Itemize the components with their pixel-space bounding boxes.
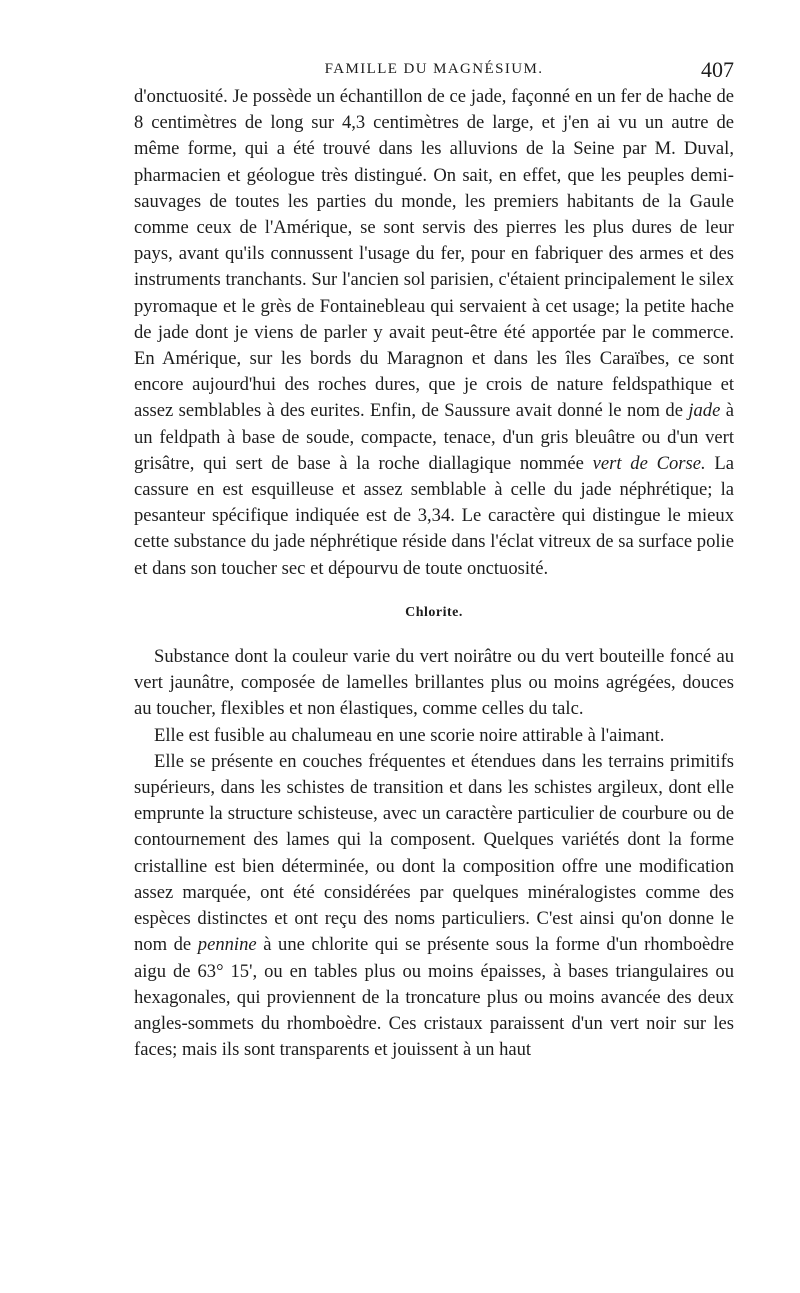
paragraph-text: La cassure en est esquilleuse et assez semblable à celle du jade néphrétique; la pesanteur spécifique indiquée est de 3,34. Le caractère qui distingue le mieux cette substance du jade néphrétique réside dans l'éclat vitreux de sa surface polie et dans son toucher sec et dépourvu de toute onctuosité. bbox=[134, 452, 734, 579]
running-title: FAMILLE DU MAGNÉSIUM. bbox=[324, 61, 544, 77]
running-head bbox=[134, 57, 734, 81]
section-heading: Chlorite. bbox=[405, 604, 463, 620]
italic-term-jade: jade bbox=[688, 400, 721, 422]
paragraph-text: à un feldpath à base de soude, compacte, tenace, d'un gris bleuâtre ou d'un vert grisâtre, qui sert de base à la roche diallagique nommée bbox=[134, 400, 734, 474]
italic-term-vert-de-corse: vert de Corse. bbox=[592, 452, 706, 474]
paragraph-jade bbox=[134, 84, 734, 582]
page-number: 407 bbox=[701, 57, 734, 82]
paragraph-chlorite-fusibility: Elle est fusible au chalumeau en une scorie noire attirable à l'aimant. bbox=[154, 724, 665, 746]
paragraph-text: Elle se présente en couches fréquentes et étendues dans les terrains primitifs supérieurs, dans les schistes de transition et dans les schistes argileux, dont elle emprunte la structure schisteuse, avec un caractère particulier de courbure ou de contournement des lames qui la composent. Quelques variétés dont la forme cristalline est bien déterminée, ou dont la composition offre une modification assez marquée, ont été considérées par quelques minéralogistes comme des espèces distinctes et ont reçu des noms particuliers. C'est ainsi qu'on donne le nom de bbox=[134, 750, 734, 956]
paragraph-text: d'onctuosité. Je possède un échantillon de ce jade, façonné en un fer de hache de 8 centimètres de long sur 4,3 centimètres de large, et j'en ai vu un autre de même forme, qui a été trouvé dans les alluvions de la Seine par M. Duval, pharmacien et géologue très distingué. On sait, en effet, que les peuples demi-sauvages de toutes les parties du monde, les premiers habitants de la Gaule comme ceux de l'Amérique, se sont servis des pierres les plus dures de leur pays, avant qu'ils connussent l'usage du fer, pour en fabriquer des armes et des instruments tranchants. Sur l'ancien sol parisien, c'étaient principalement le silex pyromaque et le grès de Fontainebleau qui servaient à cet usage; la petite hache de jade dont je viens de parler y avait peut-être été apportée par le commerce. En Amérique, sur les bords du Maragnon et dans les îles Caraïbes, ce sont encore aujourd'hui des roches dures, que je crois de nature feldspathique et assez semblables à des eurites. Enfin, de Saussure avait donné le nom de bbox=[134, 86, 734, 422]
italic-term-pennine: pennine bbox=[197, 934, 257, 956]
text-block bbox=[134, 84, 734, 1063]
paragraph-chlorite-description: Substance dont la couleur varie du vert noirâtre ou du vert bouteille foncé au vert jaunâtre, composée de lamelles brillantes plus ou moins agrégées, douces au toucher, flexibles et non élastiques, comme celles du talc. bbox=[134, 646, 734, 720]
paragraph-text: à une chlorite qui se présente sous la forme d'un rhomboèdre aigu de 63° 15', ou en tables plus ou moins épaisses, à bases triangulaires ou hexagonales, qui proviennent de la troncature plus ou moins avancée des deux angles-sommets du rhomboèdre. Ces cristaux paraissent d'un vert noir sur les faces; mais ils sont transparents et jouissent à un haut bbox=[134, 934, 734, 1061]
paragraph-chlorite-occurrence bbox=[134, 749, 734, 1063]
